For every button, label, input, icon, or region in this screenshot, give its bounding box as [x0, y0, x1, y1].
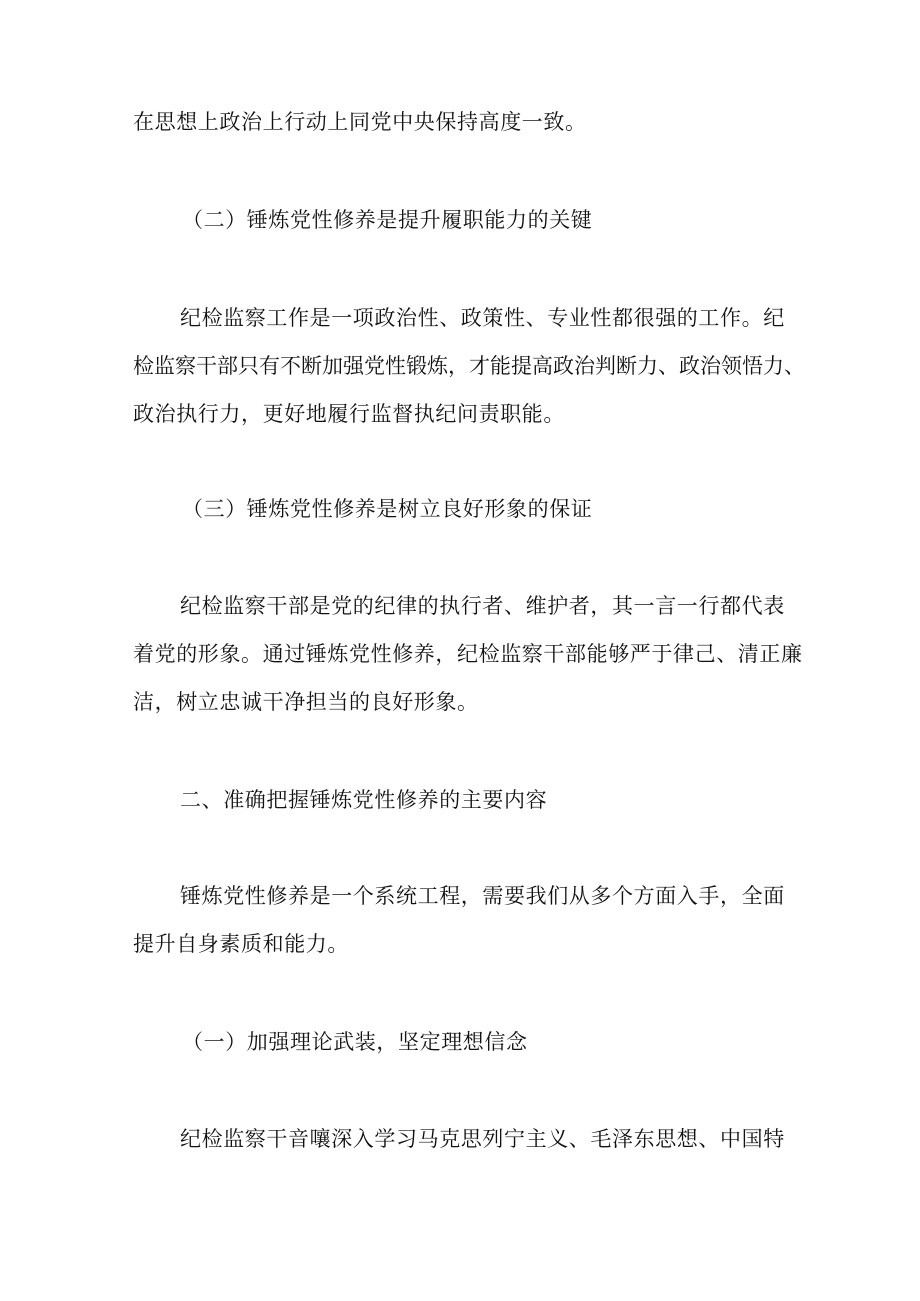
- paragraph-line: 检监察干部只有不断加强党性锻炼，才能提高政治判断力、政治领悟力、: [133, 354, 805, 378]
- paragraph-line: 纪检监察干部是党的纪律的执行者、维护者，其一言一行都代表: [180, 594, 785, 618]
- paragraph-line: 着党的形象。通过锤炼党性修养，纪检监察干部能够严于律己、清正廉: [133, 642, 803, 666]
- section-heading: （三）锤炼党性修养是树立良好形象的保证: [182, 497, 593, 521]
- section-heading: （二）锤炼党性修养是提升履职能力的关键: [182, 208, 593, 232]
- paragraph-line: 纪检监察工作是一项政治性、政策性、专业性都很强的工作。纪: [180, 306, 785, 330]
- paragraph-line: 政治执行力，更好地履行监督执纪问责职能。: [133, 402, 565, 426]
- chapter-heading: 二、准确把握锤炼党性修养的主要内容: [180, 788, 548, 812]
- paragraph-line: 提升自身素质和能力。: [133, 932, 349, 956]
- section-heading: （一）加强理论武装，坚定理想信念: [182, 1030, 528, 1054]
- paragraph-line: 洁，树立忠诚干净担当的良好形象。: [133, 690, 479, 714]
- paragraph-line: 纪检监察干音嚷深入学习马克思列宁主义、毛泽东思想、中国特: [180, 1127, 785, 1151]
- paragraph-line: 锤炼党性修养是一个系统工程，需要我们从多个方面入手，全面: [180, 884, 785, 908]
- paragraph-line: 在思想上政治上行动上同党中央保持高度一致。: [133, 110, 587, 134]
